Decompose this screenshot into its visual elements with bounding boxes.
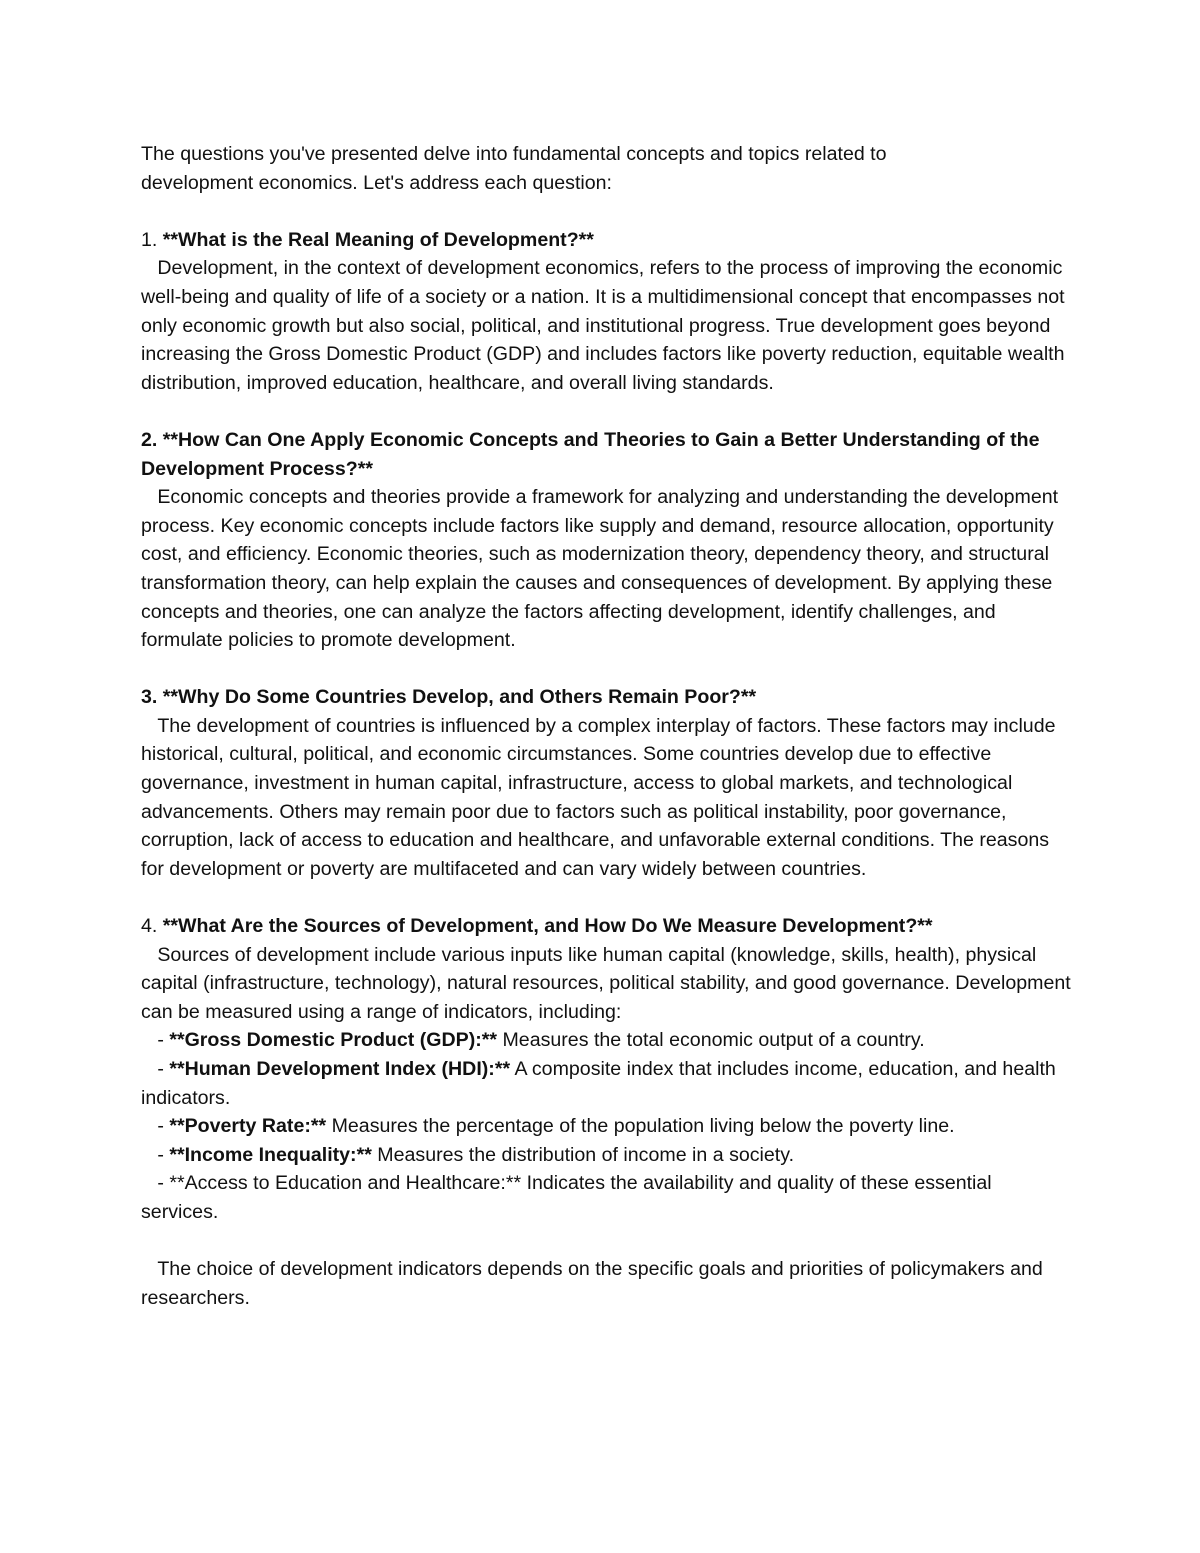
- indicator-description: Indicates the availability and quality of these essential services.: [141, 1172, 998, 1223]
- intro-line-2: development economics. Let's address each question:: [141, 171, 613, 194]
- indicator-bullet: -: [141, 1172, 170, 1195]
- indicator-bullet: -: [141, 1029, 170, 1052]
- indicator-item: [141, 1112, 1071, 1141]
- question-1-number: 1.: [141, 228, 163, 251]
- indicator-item: [141, 1055, 1071, 1112]
- blank-line: [141, 1227, 1071, 1256]
- question-2-heading: [141, 426, 1071, 483]
- indicator-bullet: -: [141, 1143, 170, 1166]
- question-4-number: 4.: [141, 915, 163, 938]
- indicator-term: **Gross Domestic Product (GDP):**: [169, 1029, 498, 1052]
- indicator-description: A composite index that includes income, education, and health indicators.: [141, 1058, 1062, 1109]
- indicator-term: **Poverty Rate:**: [169, 1115, 327, 1138]
- blank-line: [141, 883, 1071, 912]
- indicator-bullet: -: [141, 1058, 170, 1080]
- question-3-heading: [141, 683, 1071, 712]
- blank-line: [141, 655, 1071, 684]
- question-4-title: **What Are the Sources of Development, and How Do We Measure Development?**: [162, 915, 933, 938]
- question-3-title: 3. **Why Do Some Countries Develop, and Others Remain Poor?**: [141, 686, 757, 709]
- question-4-answer: Sources of development include various inputs like human capital (knowledge, skills, health), physical capital (infrastructure, technology), natural resources, political stability, and good governance. Development can be measured using a range of indicators, including:: [141, 943, 1077, 1023]
- indicator-item: [141, 1169, 1071, 1226]
- indicator-description: Measures the percentage of the population living below the poverty line.: [326, 1115, 955, 1138]
- question-2-title: 2. **How Can One Apply Economic Concepts and Theories to Gain a Better Understanding of the Development Process?**: [141, 428, 1045, 480]
- closing-paragraph: The choice of development indicators depends on the specific goals and priorities of policymakers and researchers.: [141, 1258, 1049, 1309]
- question-2-answer: Economic concepts and theories provide a framework for analyzing and understanding the development process. Key economic concepts include factors like supply and demand, resource allocation, opportunity cost, and efficiency. Economic theories, such as modernization theory, dependency theory, and structural transformation theory, can help explain the causes and consequences of development. By applying these concepts and theories, one can analyze the factors affecting development, identify challenges, and formulate policies to promote development.: [141, 486, 1064, 652]
- intro-line-1: The questions you've presented delve into fundamental concepts and topics related to: [141, 143, 887, 165]
- question-1-answer: Development, in the context of development economics, refers to the process of improving the economic well-being and quality of life of a society or a nation. It is a multidimensional concept that encompasses not only economic growth but also social, political, and institutional progress. True development goes beyond increasing the Gross Domestic Product (GDP) and includes factors like poverty reduction, equitable wealth distribution, improved education, healthcare, and overall living standards.: [141, 257, 1071, 394]
- indicator-term: **Human Development Index (HDI):**: [169, 1058, 511, 1080]
- blank-line: [141, 397, 1071, 426]
- indicator-bullet: -: [141, 1115, 170, 1138]
- indicator-term: **Access to Education and Healthcare:**: [169, 1172, 522, 1195]
- blank-line: [141, 197, 1071, 226]
- question-1-title: **What is the Real Meaning of Development?**: [162, 228, 594, 251]
- question-3-answer: The development of countries is influenced by a complex interplay of factors. These factors may include historical, cultural, political, and economic circumstances. Some countries develop due to effective governance, investment in human capital, infrastructure, access to global markets, and technological advancements. Others may remain poor due to factors such as political instability, poor governance, corruption, lack of access to education and healthcare, and unfavorable external conditions. The reasons for development or poverty are multifaceted and can vary widely between countries.: [141, 714, 1061, 880]
- indicator-term: **Income Inequality:**: [169, 1143, 372, 1166]
- indicator-item: [141, 1141, 1071, 1170]
- intro-paragraph: [141, 140, 1071, 197]
- indicator-description: Measures the total economic output of a country.: [497, 1029, 925, 1052]
- indicator-item: [141, 1026, 1071, 1055]
- indicator-description: Measures the distribution of income in a society.: [371, 1143, 795, 1166]
- question-4-heading: [141, 912, 1071, 941]
- document-page: [141, 140, 1077, 1312]
- question-1-heading: [141, 226, 1071, 255]
